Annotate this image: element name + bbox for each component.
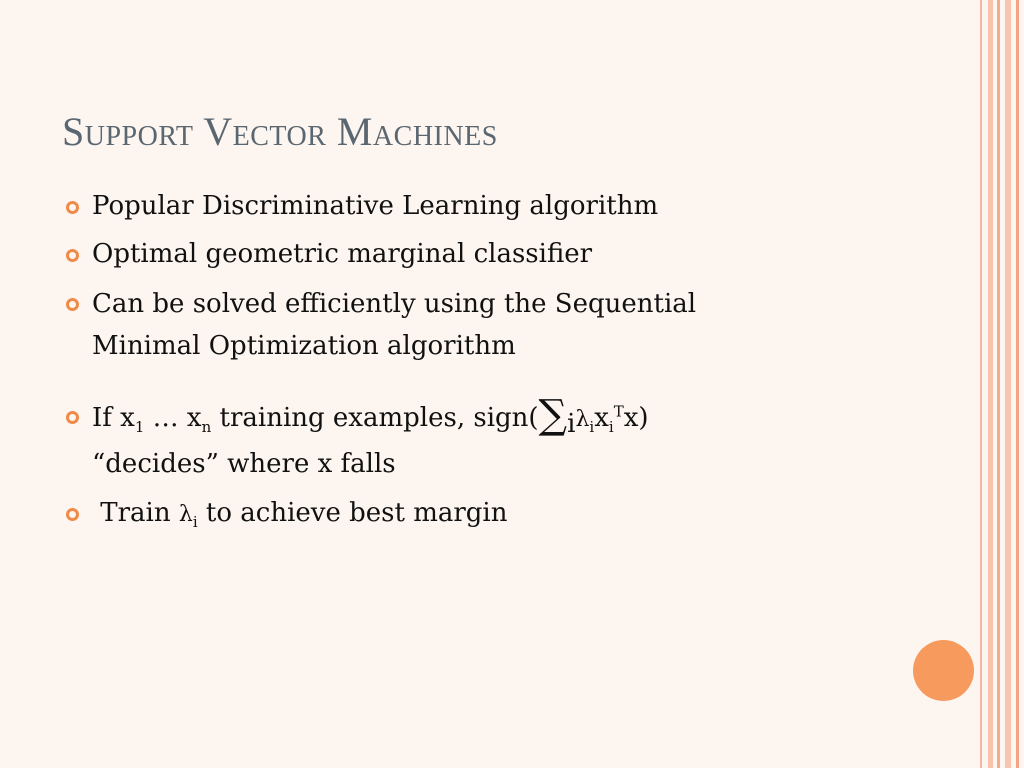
bullet-item: [62, 186, 658, 226]
bullet-icon: [66, 298, 79, 311]
bullet-text: Optimal geometric marginal classifier: [92, 239, 593, 269]
decorative-stripe: [988, 0, 993, 768]
sigma-index: i: [567, 409, 576, 439]
bullet-item: [62, 234, 592, 274]
lambda-symbol: λ: [575, 407, 590, 432]
subscript: i: [608, 418, 614, 437]
subscript: i: [589, 418, 595, 437]
bullet-text-continued: Minimal Optimization algorithm: [92, 331, 516, 361]
train-bullet: [62, 493, 508, 535]
formula-text: If x: [92, 403, 135, 433]
bullet-icon: [66, 508, 79, 521]
bullet-icon: [66, 411, 79, 424]
formula-line-continued: “decides” where x falls: [92, 449, 396, 479]
subscript: i: [192, 513, 198, 532]
train-text-part: to achieve best margin: [197, 498, 508, 528]
subscript: 1: [134, 418, 145, 437]
decorative-stripe: [1005, 0, 1011, 768]
formula-text: x: [594, 403, 609, 433]
bullet-text: Can be solved efficiently using the Sequential: [92, 289, 697, 319]
slide-title: Support Vector Machines: [62, 109, 498, 154]
decorative-stripe: [997, 0, 1000, 768]
decorative-stripe: [980, 0, 982, 768]
formula-text: training examples, sign(: [211, 403, 539, 433]
bullet-icon: [66, 249, 79, 262]
formula-bullet: [62, 392, 912, 486]
lambda-symbol: λ: [178, 502, 193, 527]
bullet-icon: [66, 201, 79, 214]
decorative-circle: [913, 640, 974, 701]
formula-text: x): [623, 403, 649, 433]
formula-text: … x: [144, 403, 202, 433]
train-text-part: Train: [92, 498, 179, 528]
sigma-symbol: ∑: [538, 392, 568, 438]
train-text: [92, 498, 508, 532]
superscript: T: [613, 402, 624, 421]
formula-line: [92, 392, 912, 446]
bullet-text: Popular Discriminative Learning algorithm: [92, 191, 659, 221]
subscript: n: [201, 418, 212, 437]
bullet-item: [62, 283, 912, 367]
decorative-stripe: [1016, 0, 1019, 768]
